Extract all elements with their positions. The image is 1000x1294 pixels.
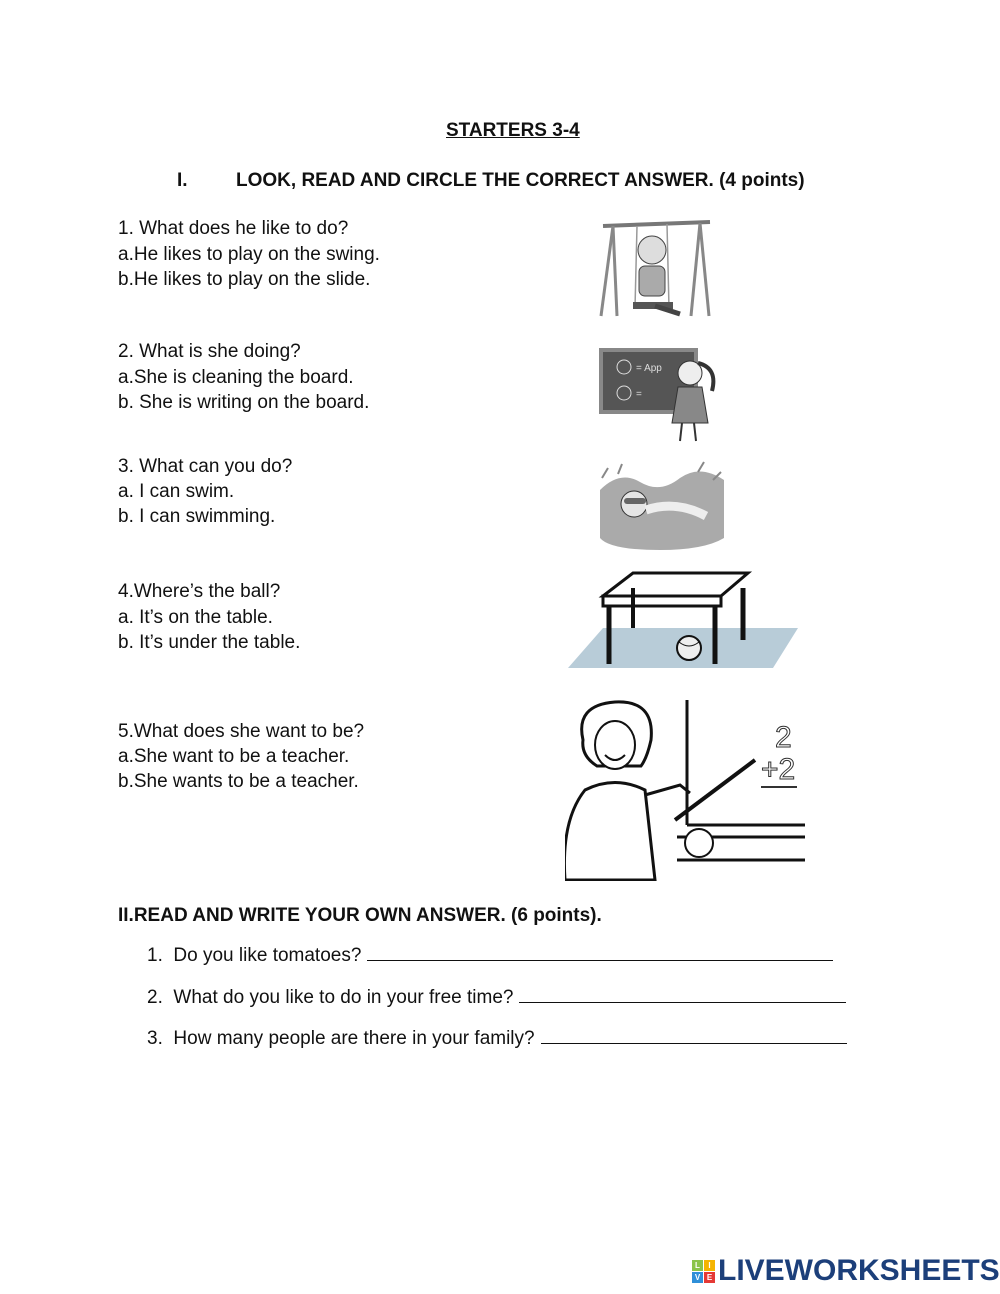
option-b[interactable]: b. I can swimming. <box>118 506 276 527</box>
logo-tile: L <box>692 1260 703 1271</box>
option-b[interactable]: b.She wants to be a teacher. <box>118 771 359 792</box>
item-number: 2. <box>147 987 163 1008</box>
question-text: 2. What is she doing? <box>118 341 301 362</box>
teacher-image <box>565 695 807 881</box>
option-b[interactable]: b.He likes to play on the slide. <box>118 269 371 290</box>
answer-blank-1[interactable] <box>367 942 833 961</box>
math-line1: 2 <box>775 721 792 754</box>
board-text-bottom: = <box>636 389 642 400</box>
question-text: 3. What can you do? <box>118 456 293 477</box>
question-text: 4.Where’s the ball? <box>118 581 281 602</box>
logo-tile: E <box>704 1272 715 1283</box>
logo-tile: I <box>704 1260 715 1271</box>
option-a[interactable]: a.He likes to play on the swing. <box>118 243 380 265</box>
board-text-top: = App <box>636 363 662 374</box>
item-question: Do you like tomatoes? <box>173 945 362 966</box>
item-number: 1. <box>147 945 163 966</box>
option-a[interactable]: a. It’s on the table. <box>118 606 273 628</box>
section1-heading: LOOK, READ AND CIRCLE THE CORRECT ANSWER. (4 points) <box>236 170 805 191</box>
logo-text: LIVEWORKSHEETS <box>718 1254 1000 1287</box>
option-b[interactable]: b. She is writing on the board. <box>118 392 370 413</box>
option-a[interactable]: a. I can swim. <box>118 481 235 502</box>
logo-tile: V <box>692 1272 703 1283</box>
page-title: STARTERS 3-4 <box>446 120 580 141</box>
question-3 <box>118 454 292 529</box>
option-b[interactable]: b. It’s under the table. <box>118 632 301 653</box>
boy-swimming-image <box>598 460 726 554</box>
section1-numeral: I. <box>177 170 188 191</box>
liveworksheets-logo <box>692 1254 1000 1288</box>
item-question: How many people are there in your family? <box>173 1028 535 1049</box>
option-a[interactable]: a.She want to be a teacher. <box>118 746 350 767</box>
question-1 <box>118 216 380 293</box>
logo-tiles <box>692 1260 715 1283</box>
question-text: 5.What does she want to be? <box>118 721 365 742</box>
answer-blank-3[interactable] <box>541 1025 847 1044</box>
girl-at-board-image <box>598 345 726 447</box>
question-4 <box>118 579 300 656</box>
question-text: 1. What does he like to do? <box>118 218 349 239</box>
math-line2: +2 <box>761 753 796 786</box>
section2-heading: II.READ AND WRITE YOUR OWN ANSWER. (6 points). <box>118 905 602 926</box>
item-number: 3. <box>147 1028 163 1049</box>
ball-under-table-image <box>553 568 801 686</box>
write-item-2 <box>147 984 846 1009</box>
answer-blank-2[interactable] <box>519 984 846 1003</box>
option-a[interactable]: a.She is cleaning the board. <box>118 366 354 388</box>
question-2 <box>118 339 369 416</box>
write-item-3 <box>147 1025 847 1050</box>
item-question: What do you like to do in your free time? <box>173 987 514 1008</box>
question-5 <box>118 719 364 794</box>
boy-on-swing-image <box>595 218 713 322</box>
write-item-1 <box>147 942 833 967</box>
